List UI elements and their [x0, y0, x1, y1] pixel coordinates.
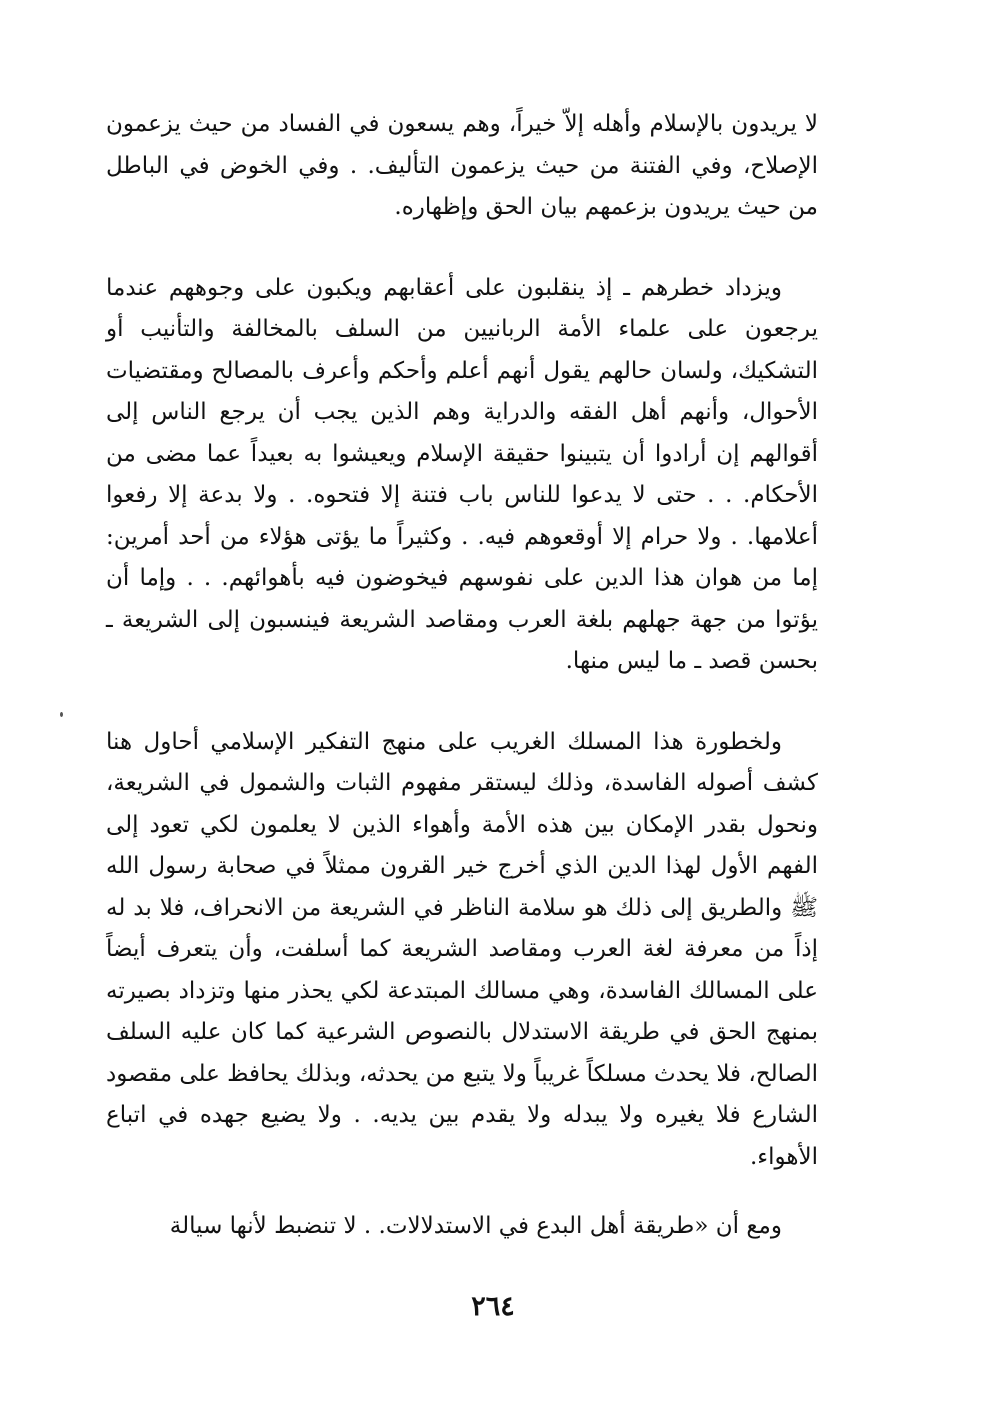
body-text: [106, 104, 818, 1248]
paragraph-4: ومع أن «طريقة أهل البدع في الاستدلالات. . لا تنضبط لأنها سيالة: [169, 1213, 782, 1239]
page-number: ٢٦٤: [471, 1291, 515, 1322]
paragraph-1: لا يريدون بالإسلام وأهله إلاّ خيراً، وهم يسعون في الفساد من حيث يزعمون الإصلاح، وفي الفتنة من حيث يزعمون التأليف. . وفي الخوض في الباطل من حيث يريدون بزعمهم بيان الحق وإظهاره.: [106, 111, 818, 220]
paragraph-3: ولخطورة هذا المسلك الغريب على منهج التفكير الإسلامي أحاول هنا كشف أصوله الفاسدة، وذلك ليستقر مفهوم الثبات والشمول في الشريعة، ونحول بقدر الإمكان بين هذه الأمة وأهواء الذين لا يعلمون لكي تعود إلى الفهم الأول لهذا الدين الذي أخرج خير القرون ممثلاً في صحابة رسول الله ﷺ والطريق إلى ذلك هو سلامة الناظر في الشريعة من الانحراف، فلا بد له إذاً من معرفة لغة العرب ومقاصد الشريعة كما أسلفت، وأن يتعرف أيضاً على المسالك الفاسدة، وهي مسالك المبتدعة لكي يحذر منها وتزداد بصيرته بمنهج الحق في طريقة الاستدلال بالنصوص الشرعية كما كان عليه السلف الصالح، فلا يحدث مسلكاً غريباً ولا يتبع من يحدثه، وبذلك يحافظ على مقصود الشارع فلا يغيره ولا يبدله ولا يقدم بين يديه. . ولا يضيع جهده في اتباع الأهواء.: [106, 728, 818, 1170]
paragraph-2: ويزداد خطرهم ـ إذ ينقلبون على أعقابهم ويكبون على وجوههم عندما يرجعون على علماء الأمة الربانيين من السلف بالمخالفة والتأنيب أو التشكيك، ولسان حالهم يقول أنهم أعلم وأحكم وأعرف بالمصالح ومقتضيات الأحوال، وأنهم أهل الفقه والدراية وهم الذين يجب أن يرجع الناس إلى أقوالهم إن أرادوا أن يتبينوا حقيقة الإسلام ويعيشوا به بعيداً عما مضى من الأحكام. . . حتى لا يدعوا للناس باب فتنة إلا فتحوه. . ولا بدعة إلا رفعوا أعلامها. . ولا حرام إلا أوقعوهم فيه. . وكثيراً ما يؤتى هؤلاء من أحد أمرين: إما من هوان هذا الدين على نفوسهم فيخوضون فيه بأهوائهم. . . وإما أن يؤتوا من جهة جهلهم بلغة العرب ومقاصد الشريعة فينسبون إلى الشريعة ـ بحسن قصد ـ ما ليس منها.: [106, 274, 818, 674]
scan-speck: [60, 712, 63, 717]
